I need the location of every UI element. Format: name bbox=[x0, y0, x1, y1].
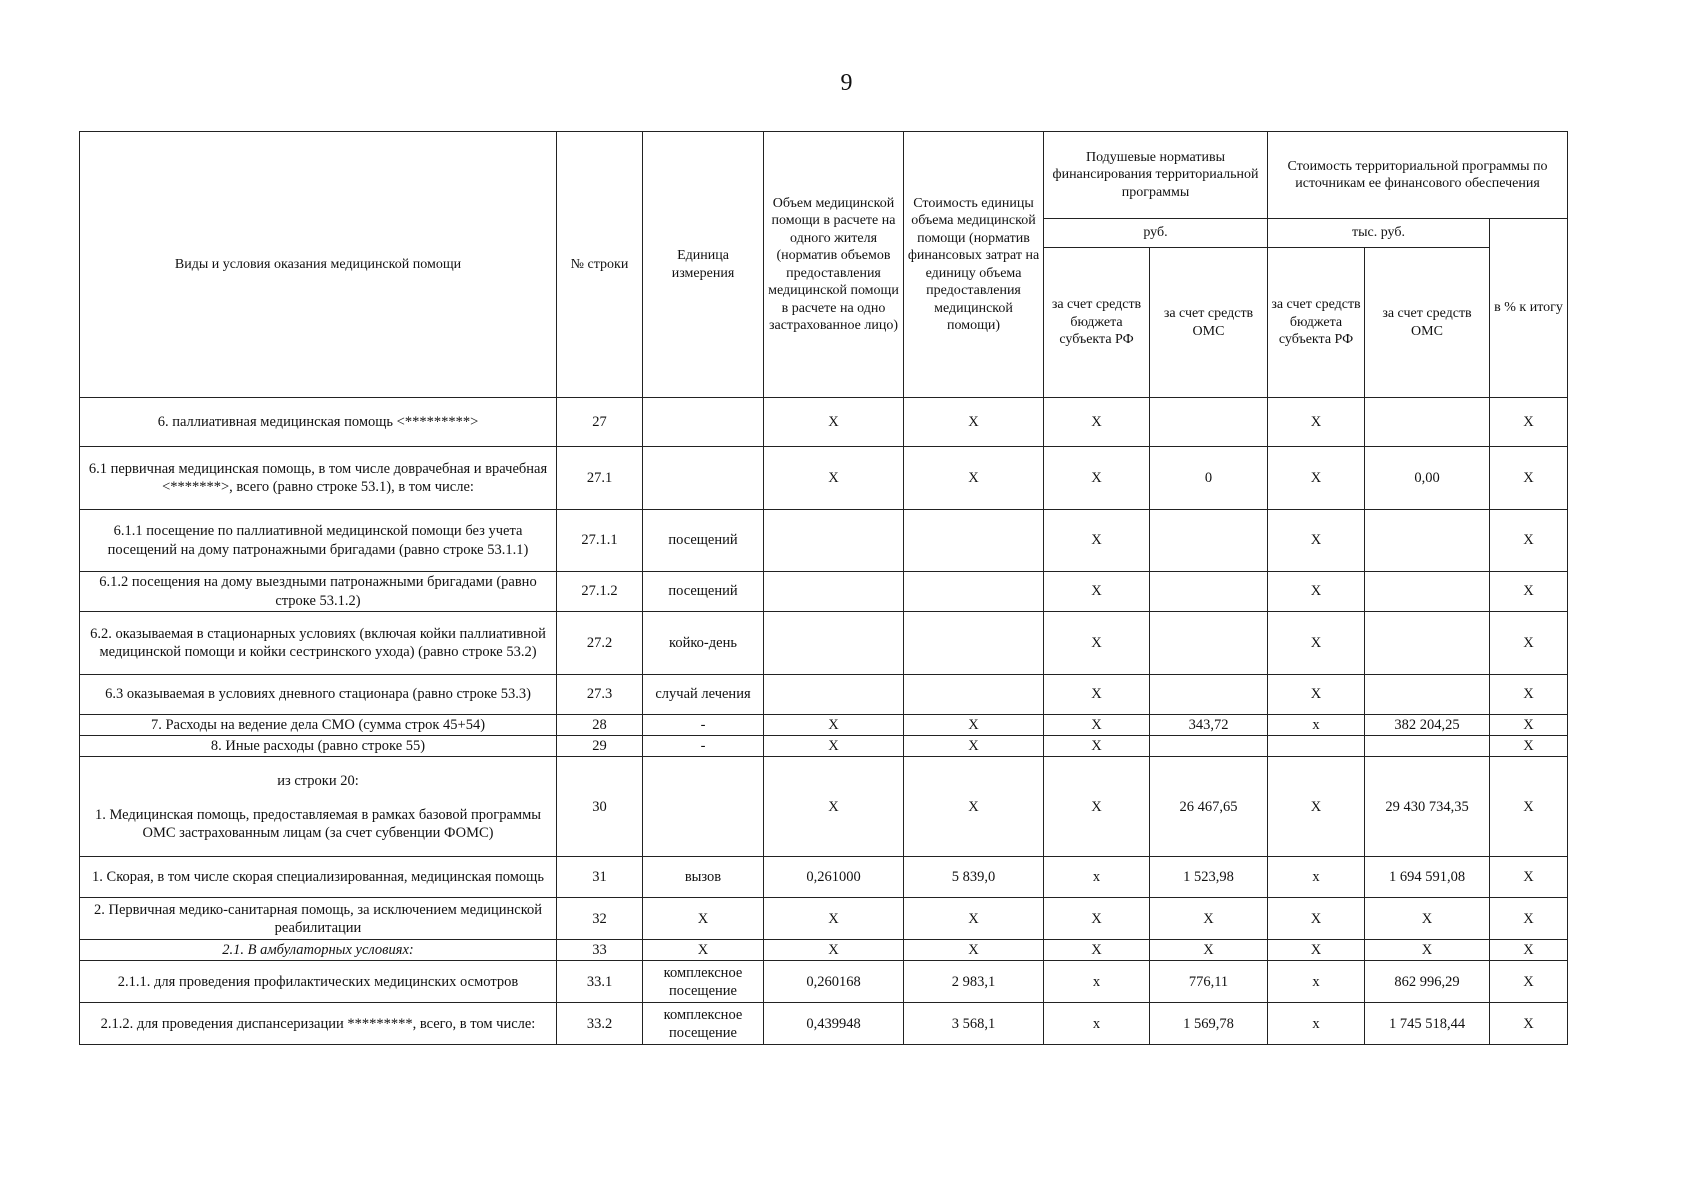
row-unit: X bbox=[643, 898, 764, 940]
row-volume: X bbox=[764, 940, 904, 961]
row-budget-thousand: X bbox=[1268, 398, 1365, 447]
row-oms-thousand bbox=[1365, 398, 1490, 447]
header-volume: Объем медицинской помощи в расчете на одного жителя (норматив объемов предоставления медицинской помощи в расчете на одно застрахованное лицо) bbox=[764, 132, 904, 398]
row-oms-rub: 776,11 bbox=[1150, 961, 1268, 1003]
header-unit: Единица измерения bbox=[643, 132, 764, 398]
row-unit: посещений bbox=[643, 572, 764, 612]
row-percent: X bbox=[1490, 898, 1568, 940]
row-cost: X bbox=[904, 736, 1044, 757]
row-volume: 0,439948 bbox=[764, 1003, 904, 1045]
row-oms-thousand: 29 430 734,35 bbox=[1365, 757, 1490, 857]
header-oms-rub: за счет средств ОМС bbox=[1150, 248, 1268, 398]
header-unit-thousand-rub: тыс. руб. bbox=[1268, 219, 1490, 248]
row-budget-rub: x bbox=[1044, 1003, 1150, 1045]
row-number: 27.1 bbox=[557, 447, 643, 510]
row-volume bbox=[764, 572, 904, 612]
row-unit: комплексное посещение bbox=[643, 1003, 764, 1045]
row-cost: X bbox=[904, 898, 1044, 940]
row-percent: X bbox=[1490, 510, 1568, 572]
row-budget-thousand: X bbox=[1268, 757, 1365, 857]
row-oms-rub bbox=[1150, 572, 1268, 612]
row-number: 30 bbox=[557, 757, 643, 857]
row-volume: X bbox=[764, 398, 904, 447]
row-budget-thousand bbox=[1268, 736, 1365, 757]
header-budget-thousand: за счет средств бюджета субъекта РФ bbox=[1268, 248, 1365, 398]
table-row bbox=[80, 898, 1568, 940]
row-name: 2.1. В амбулаторных условиях: bbox=[80, 940, 557, 961]
page-number: 9 bbox=[840, 70, 853, 96]
row-name: 2.1.2. для проведения диспансеризации *********, всего, в том числе: bbox=[80, 1003, 557, 1045]
row-volume: X bbox=[764, 898, 904, 940]
row-budget-thousand: x bbox=[1268, 961, 1365, 1003]
row-oms-thousand bbox=[1365, 572, 1490, 612]
row-cost: X bbox=[904, 757, 1044, 857]
row-budget-thousand: X bbox=[1268, 940, 1365, 961]
row-percent: X bbox=[1490, 715, 1568, 736]
row-budget-rub: x bbox=[1044, 961, 1150, 1003]
row-name: 6.2. оказываемая в стационарных условиях (включая койки паллиативной медицинской помощи и койки сестринского ухода) (равно строке 53.2) bbox=[80, 612, 557, 675]
row-oms-rub bbox=[1150, 612, 1268, 675]
row-volume: X bbox=[764, 715, 904, 736]
table-row bbox=[80, 715, 1568, 736]
row-number: 27.1.2 bbox=[557, 572, 643, 612]
row-budget-rub: X bbox=[1044, 898, 1150, 940]
header-name: Виды и условия оказания медицинской помощи bbox=[80, 132, 557, 398]
row-oms-thousand: 862 996,29 bbox=[1365, 961, 1490, 1003]
row-name: 6. паллиативная медицинская помощь <*********> bbox=[80, 398, 557, 447]
row-percent: X bbox=[1490, 398, 1568, 447]
row-number: 33.1 bbox=[557, 961, 643, 1003]
row-cost: X bbox=[904, 447, 1044, 510]
row-budget-thousand: X bbox=[1268, 510, 1365, 572]
row-oms-rub bbox=[1150, 675, 1268, 715]
row-name bbox=[80, 757, 557, 857]
row-budget-rub: X bbox=[1044, 757, 1150, 857]
row-cost bbox=[904, 612, 1044, 675]
table-row bbox=[80, 398, 1568, 447]
row-unit bbox=[643, 757, 764, 857]
row-number: 31 bbox=[557, 857, 643, 898]
row-volume bbox=[764, 675, 904, 715]
header-budget-rub: за счет средств бюджета субъекта РФ bbox=[1044, 248, 1150, 398]
row-budget-thousand: x bbox=[1268, 715, 1365, 736]
row-cost bbox=[904, 572, 1044, 612]
row-percent: X bbox=[1490, 857, 1568, 898]
row-cost: 3 568,1 bbox=[904, 1003, 1044, 1045]
row-oms-thousand: 382 204,25 bbox=[1365, 715, 1490, 736]
table-row bbox=[80, 857, 1568, 898]
table-row bbox=[80, 736, 1568, 757]
row-number: 33.2 bbox=[557, 1003, 643, 1045]
row-unit: койко-день bbox=[643, 612, 764, 675]
header-unit-rub: руб. bbox=[1044, 219, 1268, 248]
table-row bbox=[80, 675, 1568, 715]
row-volume: 0,261000 bbox=[764, 857, 904, 898]
financing-table bbox=[79, 131, 1568, 1045]
row-unit: комплексное посещение bbox=[643, 961, 764, 1003]
row-number: 27.2 bbox=[557, 612, 643, 675]
row-percent: X bbox=[1490, 940, 1568, 961]
header-row-number: № строки bbox=[557, 132, 643, 398]
row-volume: X bbox=[764, 736, 904, 757]
row-percent: X bbox=[1490, 572, 1568, 612]
row-budget-rub: X bbox=[1044, 572, 1150, 612]
row-percent: X bbox=[1490, 612, 1568, 675]
row-oms-thousand bbox=[1365, 612, 1490, 675]
row-unit: - bbox=[643, 736, 764, 757]
row-unit: вызов bbox=[643, 857, 764, 898]
row-budget-thousand: X bbox=[1268, 447, 1365, 510]
row-oms-thousand: X bbox=[1365, 898, 1490, 940]
row-name: 6.1 первичная медицинская помощь, в том числе доврачебная и врачебная <*******>, всего (равно строке 53.1), в том числе: bbox=[80, 447, 557, 510]
row-oms-thousand: 0,00 bbox=[1365, 447, 1490, 510]
row-volume: X bbox=[764, 447, 904, 510]
row-number: 27 bbox=[557, 398, 643, 447]
row-oms-thousand bbox=[1365, 736, 1490, 757]
row-cost: 5 839,0 bbox=[904, 857, 1044, 898]
header-total-cost: Стоимость территориальной программы по источникам ее финансового обеспечения bbox=[1268, 132, 1568, 219]
row-cost bbox=[904, 675, 1044, 715]
row-budget-rub: X bbox=[1044, 715, 1150, 736]
row-name: 2. Первичная медико-санитарная помощь, за исключением медицинской реабилитации bbox=[80, 898, 557, 940]
row-budget-rub: X bbox=[1044, 510, 1150, 572]
table-row bbox=[80, 572, 1568, 612]
row-number: 27.1.1 bbox=[557, 510, 643, 572]
row-oms-thousand bbox=[1365, 675, 1490, 715]
row-budget-rub: X bbox=[1044, 447, 1150, 510]
row-name-main: 1. Медицинская помощь, предоставляемая в рамках базовой программы ОМС застрахованным лицам (за счет субвенции ФОМС) bbox=[94, 806, 542, 841]
row-oms-rub bbox=[1150, 398, 1268, 447]
row-cost: X bbox=[904, 715, 1044, 736]
row-unit bbox=[643, 447, 764, 510]
row-unit bbox=[643, 398, 764, 447]
table-row bbox=[80, 510, 1568, 572]
row-number: 28 bbox=[557, 715, 643, 736]
row-cost: 2 983,1 bbox=[904, 961, 1044, 1003]
row-number: 27.3 bbox=[557, 675, 643, 715]
row-volume: 0,260168 bbox=[764, 961, 904, 1003]
row-oms-rub: 1 569,78 bbox=[1150, 1003, 1268, 1045]
row-number: 32 bbox=[557, 898, 643, 940]
row-oms-rub: 0 bbox=[1150, 447, 1268, 510]
row-name: 7. Расходы на ведение дела СМО (сумма строк 45+54) bbox=[80, 715, 557, 736]
row-cost: X bbox=[904, 398, 1044, 447]
row-cost: X bbox=[904, 940, 1044, 961]
row-name: 8. Иные расходы (равно строке 55) bbox=[80, 736, 557, 757]
row-name: 6.1.1 посещение по паллиативной медицинской помощи без учета посещений на дому патронажными бригадами (равно строке 53.1.1) bbox=[80, 510, 557, 572]
row-budget-thousand: X bbox=[1268, 572, 1365, 612]
row-oms-thousand: 1 745 518,44 bbox=[1365, 1003, 1490, 1045]
row-name: 6.3 оказываемая в условиях дневного стационара (равно строке 53.3) bbox=[80, 675, 557, 715]
row-unit: X bbox=[643, 940, 764, 961]
row-oms-rub: X bbox=[1150, 898, 1268, 940]
row-budget-rub: X bbox=[1044, 398, 1150, 447]
row-cost bbox=[904, 510, 1044, 572]
row-budget-thousand: X bbox=[1268, 898, 1365, 940]
table-row bbox=[80, 447, 1568, 510]
row-budget-rub: X bbox=[1044, 612, 1150, 675]
row-percent: X bbox=[1490, 961, 1568, 1003]
row-budget-thousand: X bbox=[1268, 675, 1365, 715]
header-oms-thousand: за счет средств ОМС bbox=[1365, 248, 1490, 398]
row-unit: - bbox=[643, 715, 764, 736]
row-oms-thousand: 1 694 591,08 bbox=[1365, 857, 1490, 898]
row-oms-rub bbox=[1150, 736, 1268, 757]
row-oms-thousand bbox=[1365, 510, 1490, 572]
row-oms-thousand: X bbox=[1365, 940, 1490, 961]
table-row bbox=[80, 1003, 1568, 1045]
row-percent: X bbox=[1490, 447, 1568, 510]
row-unit: случай лечения bbox=[643, 675, 764, 715]
row-oms-rub: 1 523,98 bbox=[1150, 857, 1268, 898]
row-volume bbox=[764, 612, 904, 675]
row-budget-rub: X bbox=[1044, 940, 1150, 961]
row-oms-rub: 343,72 bbox=[1150, 715, 1268, 736]
row-budget-rub: x bbox=[1044, 857, 1150, 898]
header-per-capita: Подушевые нормативы финансирования территориальной программы bbox=[1044, 132, 1268, 219]
row-budget-rub: X bbox=[1044, 736, 1150, 757]
row-oms-rub: X bbox=[1150, 940, 1268, 961]
row-unit: посещений bbox=[643, 510, 764, 572]
table-row bbox=[80, 961, 1568, 1003]
row-name-subheading: из строки 20: bbox=[277, 772, 359, 789]
row-oms-rub bbox=[1150, 510, 1268, 572]
row-name: 6.1.2 посещения на дому выездными патронажными бригадами (равно строке 53.1.2) bbox=[80, 572, 557, 612]
table-row bbox=[80, 612, 1568, 675]
row-percent: X bbox=[1490, 736, 1568, 757]
row-percent: X bbox=[1490, 675, 1568, 715]
row-budget-thousand: x bbox=[1268, 1003, 1365, 1045]
row-budget-thousand: x bbox=[1268, 857, 1365, 898]
row-name: 2.1.1. для проведения профилактических медицинских осмотров bbox=[80, 961, 557, 1003]
row-number: 33 bbox=[557, 940, 643, 961]
row-name: 1. Скорая, в том числе скорая специализированная, медицинская помощь bbox=[80, 857, 557, 898]
row-volume bbox=[764, 510, 904, 572]
row-number: 29 bbox=[557, 736, 643, 757]
row-budget-rub: X bbox=[1044, 675, 1150, 715]
header-percent: в % к итогу bbox=[1490, 219, 1568, 398]
table-row bbox=[80, 940, 1568, 961]
row-budget-thousand: X bbox=[1268, 612, 1365, 675]
row-oms-rub: 26 467,65 bbox=[1150, 757, 1268, 857]
row-percent: X bbox=[1490, 757, 1568, 857]
row-volume: X bbox=[764, 757, 904, 857]
table-row bbox=[80, 757, 1568, 857]
header-cost: Стоимость единицы объема медицинской помощи (норматив финансовых затрат на единицу объема предоставления медицинской помощи) bbox=[904, 132, 1044, 398]
row-percent: X bbox=[1490, 1003, 1568, 1045]
